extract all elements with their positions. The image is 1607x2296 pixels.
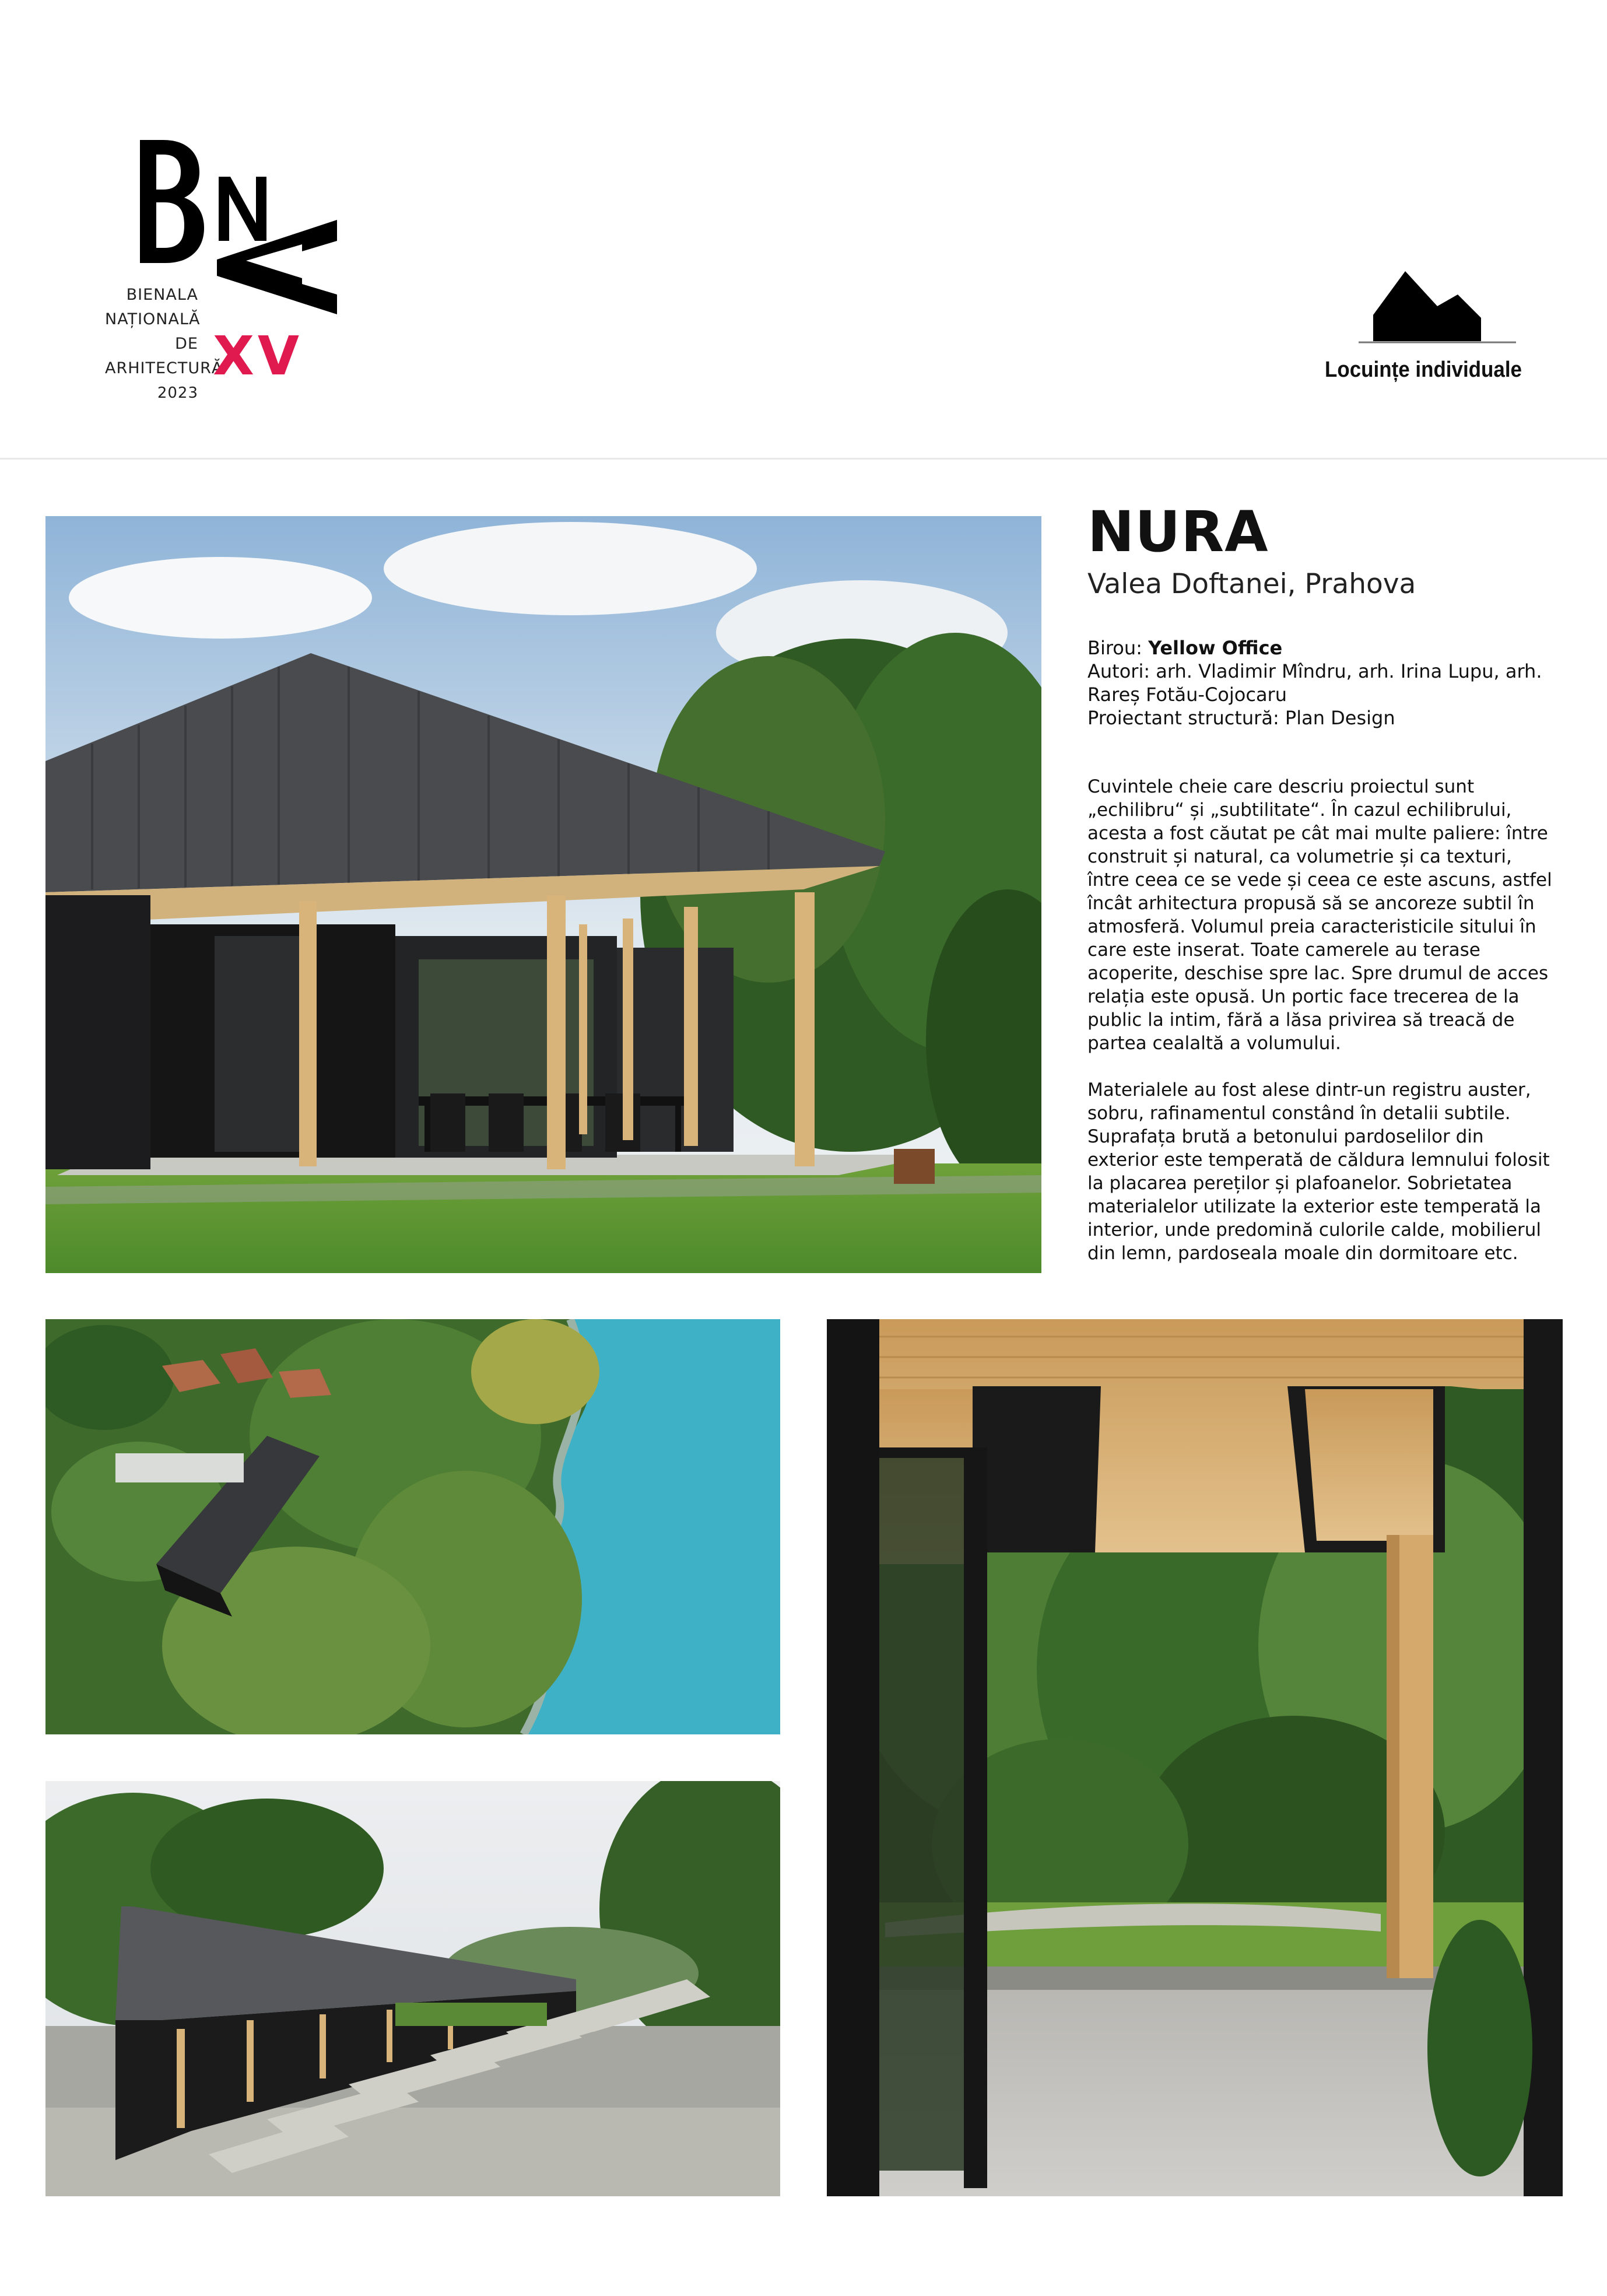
credit-office-value: Yellow Office [1148,636,1283,659]
photo-house-facade [45,516,1041,1273]
category-badge [1318,265,1551,399]
description-paragraph-1: Cuvintele cheie care descriu proiectul sunt „echilibru“ și „subtilitate“. În cazul echilibrului, acesta a fost căutat pe cât mai multe paliere: între construit și natural, ca volumetrie și ca texturi, între ceea ce se vede și ceea ce este ascuns, astfel încât arhitectura propusă să se ancoreze subtil în atmosferă. Volumul preia caracteristicile sitului în care este inserat. Toate camerele au terase acoperite, deschise spre lac. Spre drumul de acces relația este opusă. Un portic face trecerea de la public la intim, fără a lăsa privirea să treacă de partea cealaltă a volumului. [1087,776,1552,1054]
logo-line-2: NAȚIONALĂ [105,310,201,328]
edition-number: XV [213,325,303,387]
logo-text [105,283,223,405]
header-divider [0,458,1607,460]
photo-aerial-lake [45,1319,780,1734]
project-location: Valea Doftanei, Prahova [1087,567,1416,600]
category-label: Locuințe individuale [1325,357,1522,382]
logo-line-3: DE [175,335,198,353]
photo-house-stairs [45,1781,780,2196]
credit-office-label: Birou: [1087,636,1149,659]
logo-line-4: ARHITECTURĂ [105,359,223,377]
project-text [1087,499,1554,1265]
credit-authors: Autori: arh. Vladimir Mîndru, arh. Irina Lupu, arh. Rareș Fotău-Cojocaru [1087,660,1542,706]
mountains-icon [1318,265,1522,347]
project-credits [1087,636,1554,730]
description-paragraph-2: Materialele au fost alese dintr-un registru auster, sobru, rafinamentul constând în detalii subtile. Suprafața brută a betonului pardoselilor din exterior este temperată de căldura lemnului folosit la placarea pereților și plafoanelor. Sobrietatea materialelor utilizate la exterior este temperată la interior, unde predomină culorile calde, mobilierul din lemn, pardoseala moale din dormitoare etc. [1087,1079,1550,1264]
credit-structure: Proiectant structură: Plan Design [1087,706,1395,729]
logo-year: 2023 [157,384,198,402]
bna-logo [105,137,350,417]
credit-office [1087,636,1554,660]
project-description [1087,775,1554,1265]
logo-line-1: BIENALA [126,286,198,304]
project-title: NURA [1087,499,1269,565]
photo-portico-view [827,1319,1563,2196]
